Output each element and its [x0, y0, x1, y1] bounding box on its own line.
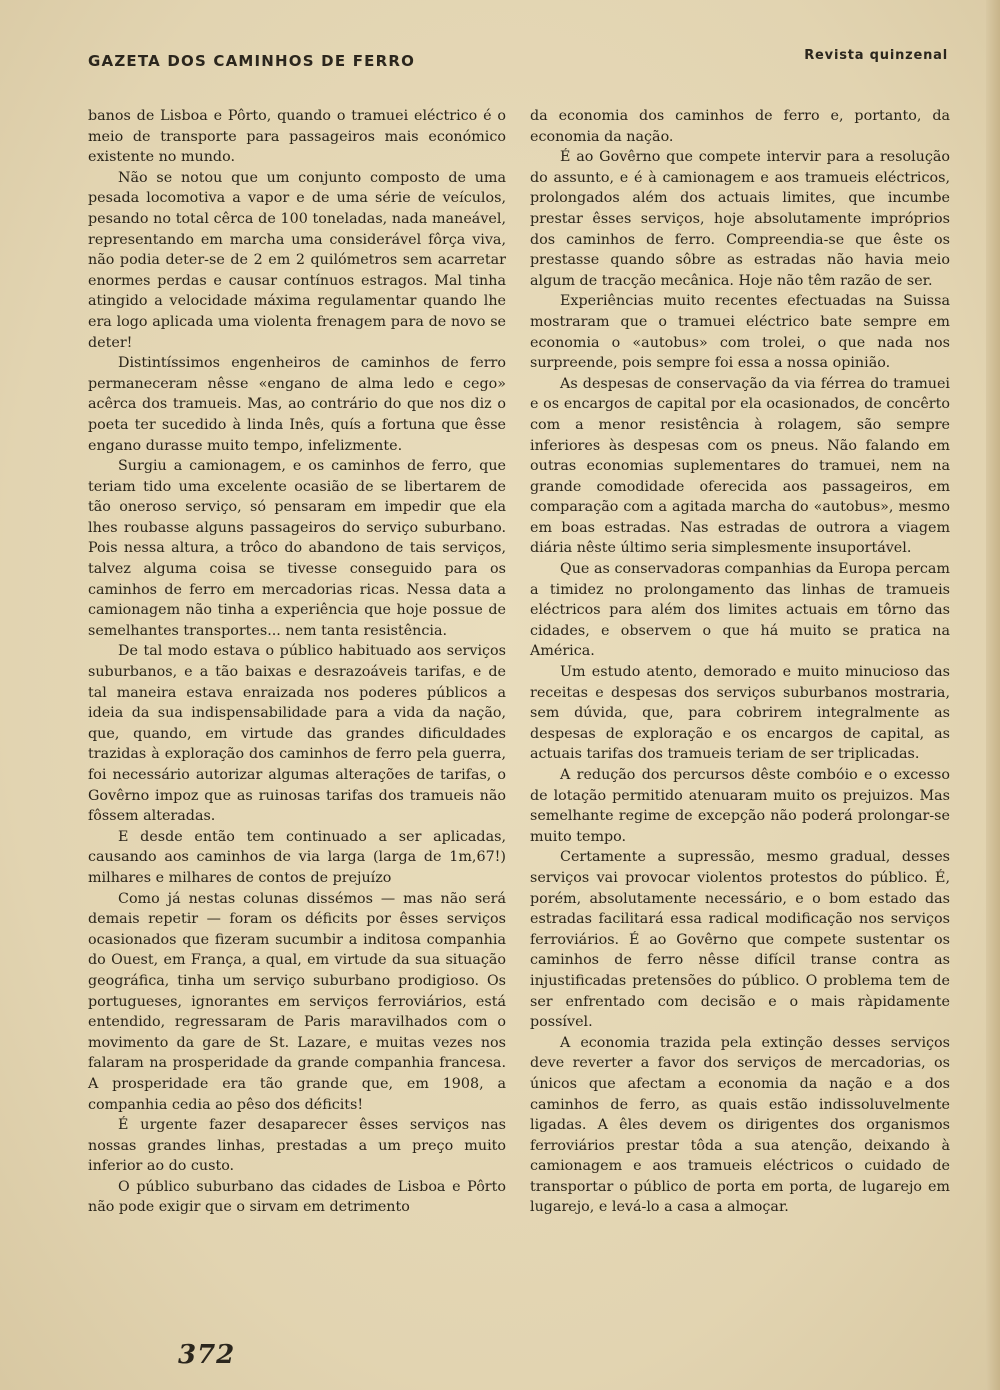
paragraph: De tal modo estava o público habituado aos serviços suburbanos, e a tão baixas e desrazoáveis tarifas, e de tal maneira estava enraizada nos poderes públicos a ideia da sua indispensabilidade para a vida da nação, que, quando, em virtude das grandes dificuldades trazidas à exploração dos caminhos de ferro pela guerra, foi necessário autorizar algumas alterações de tarifas, o Govêrno impoz que as ruinosas tarifas dos tramueis não fôssem alteradas.: [88, 643, 506, 825]
text-column-right: [530, 106, 950, 1218]
paragraph: Surgiu a camionagem, e os caminhos de ferro, que teriam tido uma excelente ocasião de se libertarem de tão oneroso serviço, só pensaram em impedir que ela lhes roubasse alguns passageiros do serviço suburbano. Pois nessa altura, a trôco do abandono de tais serviços, talvez alguma coisa se tivesse conseguido para os caminhos de ferro em mercadorias ricas. Nessa data a camionagem não tinha a experiência que hoje possue de semelhantes transportes... nem tanta resistência.: [88, 458, 506, 639]
paragraph: O público suburbano das cidades de Lisboa e Pôrto não pode exigir que o sirvam em detrimento: [88, 1178, 506, 1216]
paragraph: A redução dos percursos dêste combóio e o excesso de lotação permitido atenuaram muito os prejuizos. Mas semelhante regime de excepção não poderá prolongar-se muito tempo.: [530, 767, 950, 845]
paragraph: Certamente a supressão, mesmo gradual, desses serviços vai provocar violentos protestos do público. É, porém, absolutamente necessário, e o bom estado das estradas facilitará essa radical modificação nos serviços ferroviários. É ao Govêrno que compete sustentar os caminhos de ferro nêsse difícil transe contra as injustificadas pretensões do público. O problema tem de ser enfrentado com decisão e o mais ràpidamente possível.: [530, 849, 950, 1031]
paragraph: Distintíssimos engenheiros de caminhos de ferro permaneceram nêsse «engano de alma ledo e cego» acêrca dos tramueis. Mas, ao contrário do que nos diz o poeta ter sucedido à linda Inês, quís a fortuna que êsse engano durasse muito tempo, infelizmente.: [88, 355, 506, 454]
paragraph: É urgente fazer desaparecer êsses serviços nas nossas grandes linhas, prestadas a um preço muito inferior ao do custo.: [88, 1117, 506, 1175]
paragraph: banos de Lisboa e Pôrto, quando o tramuei eléctrico é o meio de transporte para passageiros mais económico existente no mundo.: [88, 108, 506, 166]
journal-title: GAZETA DOS CAMINHOS DE FERRO: [88, 52, 416, 70]
paragraph: É ao Govêrno que compete intervir para a resolução do assunto, e é à camionagem e aos tramueis eléctricos, prolongados além dos actuais limites, que incumbe prestar êsses serviços, hoje absolutamente impróprios dos caminhos de ferro. Compreendia-se que êste os prestasse quando sôbre as estradas não havia meio algum de tracção mecânica. Hoje não têm razão de ser.: [530, 149, 950, 289]
paragraph: E desde então tem continuado a ser aplicadas, causando aos caminhos de via larga (larga de 1m,67!) milhares e milhares de contos de prejuízo: [88, 828, 506, 886]
paragraph: Um estudo atento, demorado e muito minucioso das receitas e despesas dos serviços suburbanos mostraria, sem dúvida, que, para cobrirem integralmente as despesas de exploração e os encargos de capital, as actuais tarifas dos tramueis teriam de ser triplicadas.: [530, 664, 950, 763]
paragraph: Experiências muito recentes efectuadas na Suissa mostraram que o tramuei eléctrico bate sempre em economia o «autobus» com trolei, o que nada nos surpreende, pois sempre foi essa a nossa opinião.: [530, 293, 950, 372]
paragraph: Que as conservadoras companhias da Europa percam a timidez no prolongamento das linhas de tramueis eléctricos para além dos limites actuais em tôrno das cidades, e observem o que há muito se pratica na América.: [530, 561, 950, 660]
paragraph: A economia trazida pela extinção desses serviços deve reverter a favor dos serviços de mercadorias, os únicos que afectam a economia da nação e a dos caminhos de ferro, as quais estão indissoluvelmente ligadas. A êles devem os dirigentes dos organismos ferroviários prestar tôda a sua atenção, deixando à camionagem e aos tramueis eléctricos o cuidado de transportar o público de porta em porta, de lugarejo em lugarejo, e levá-lo a casa a almoçar.: [530, 1034, 950, 1216]
page-edge: [986, 0, 1000, 1390]
page-number: 372: [178, 1340, 236, 1370]
text-column-left: [88, 106, 506, 1218]
paragraph: da economia dos caminhos de ferro e, portanto, da economia da nação.: [530, 108, 950, 145]
paragraph: As despesas de conservação da via férrea do tramuei e os encargos de capital por ela ocasionados, de concêrto com a menor resistência à rolagem, são sempre inferiores às despesas com os pneus. Não falando em outras economias suplementares do tramuei, nem na grande comodidade oferecida aos passageiros, em comparação com a agitada marcha do «autobus», mesmo em boas estradas. Nas estradas de outrora a viagem diária nêste último seria simplesmente insuportável.: [530, 375, 950, 557]
paragraph: Não se notou que um conjunto composto de uma pesada locomotiva a vapor e de uma série de veículos, pesando no total cêrca de 100 toneladas, nada maneável, representando em marcha uma considerável fôrça viva, não podia deter-se de 2 em 2 quilómetros sem acarretar enormes perdas e causar contínuos estragos. Mal tinha atingido a velocidade máxima regulamentar quando lhe era logo aplicada uma violenta frenagem para de novo se deter!: [88, 169, 506, 351]
paragraph: Como já nestas colunas dissémos — mas não será demais repetir — foram os déficits por êsses serviços ocasionados que fizeram sucumbir a inditosa companhia do Ouest, em França, a qual, em virtude da sua situação geográfica, tinha um serviço suburbano prodigioso. Os portugueses, ignorantes em serviços ferroviários, está entendido, regressaram de Paris maravilhados com o movimento da gare de St. Lazare, e muitas vezes nos falaram na prosperidade da grande companhia francesa. A prosperidade era tão grande que, em 1908, a companhia cedia ao pêso dos déficits!: [88, 890, 506, 1113]
journal-periodicity: Revista quinzenal: [804, 48, 948, 63]
